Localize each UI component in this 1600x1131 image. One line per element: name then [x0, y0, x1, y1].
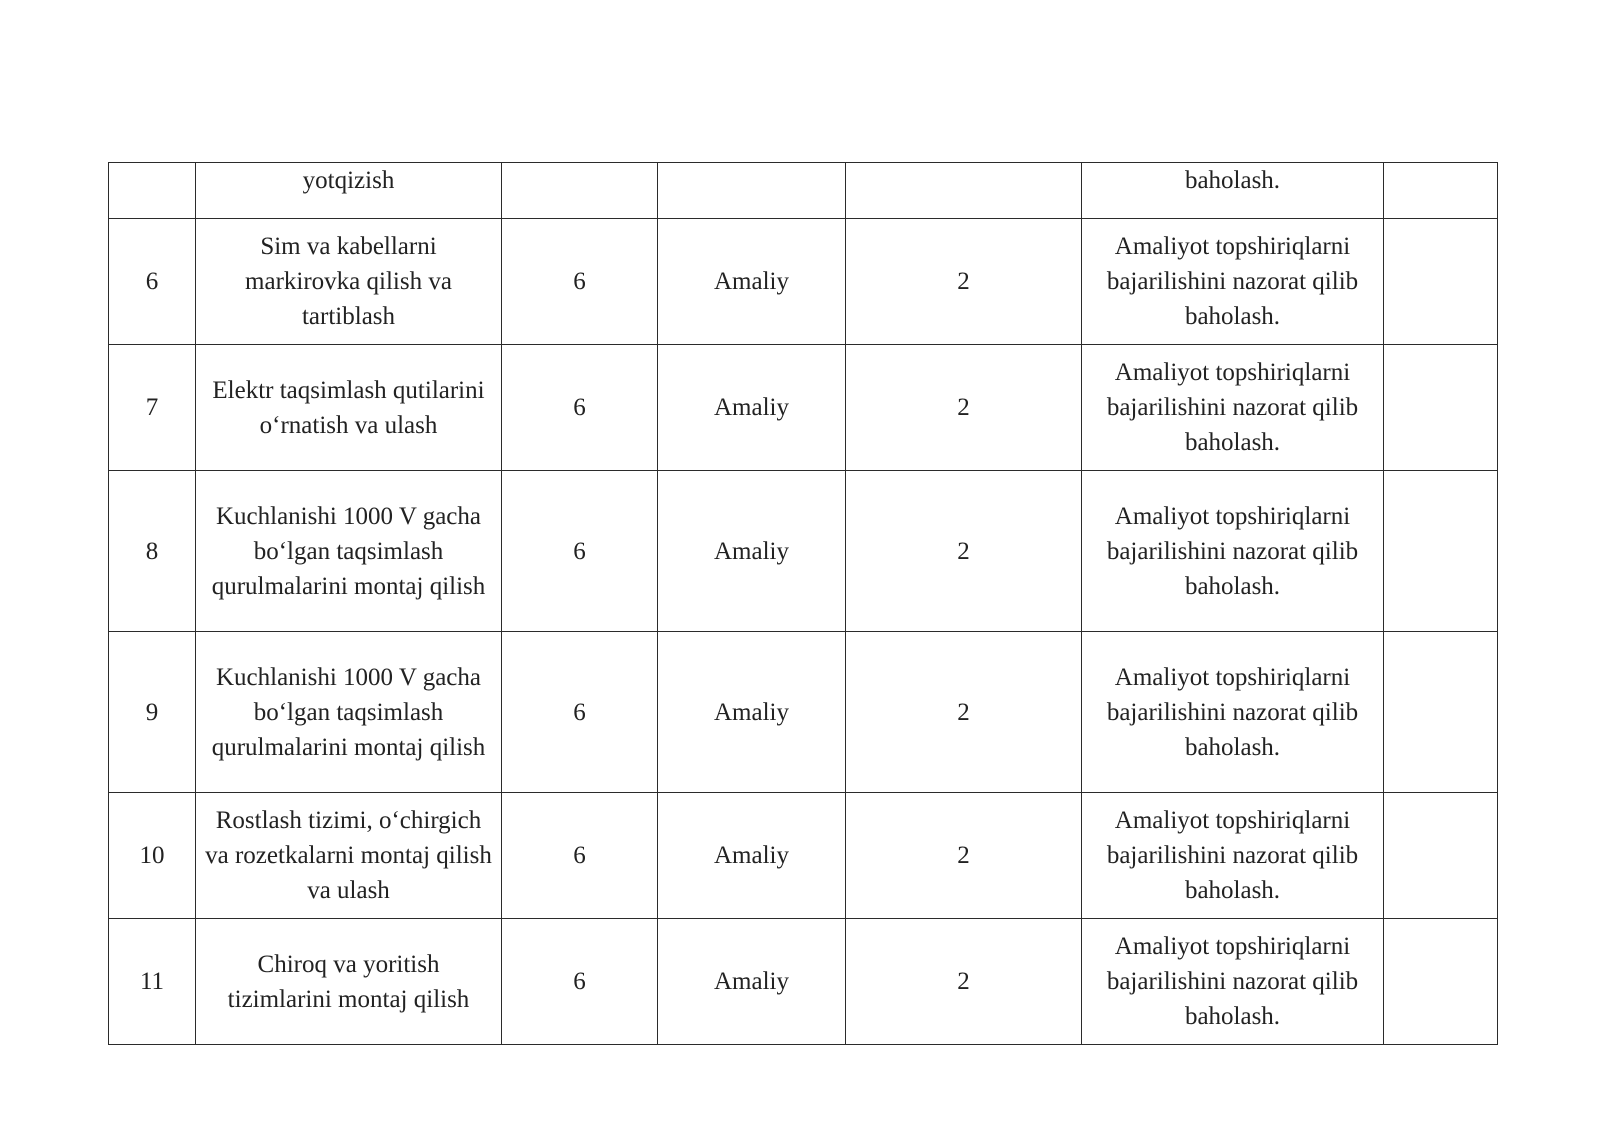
- hours-cell: 6: [502, 919, 658, 1045]
- table-row: [109, 632, 1498, 793]
- extra-cell: [1384, 219, 1498, 345]
- row-number-cell: 9: [109, 632, 196, 793]
- table-row: [109, 345, 1498, 471]
- hours-cell: 6: [502, 793, 658, 919]
- topic-cell: Chiroq va yoritish tizimlarini montaj qilish: [196, 919, 502, 1045]
- row-number-cell: 6: [109, 219, 196, 345]
- table-row: [109, 919, 1498, 1045]
- credits-cell: 2: [846, 471, 1082, 632]
- lesson-plan-table: [108, 162, 1498, 1045]
- lesson-type-cell: Amaliy: [658, 471, 846, 632]
- assessment-cell: Amaliyot topshiriqlarni bajarilishini nazorat qilib baholash.: [1082, 793, 1384, 919]
- assessment-cell: Amaliyot topshiriqlarni bajarilishini nazorat qilib baholash.: [1082, 219, 1384, 345]
- topic-cell: Rostlash tizimi, o‘chirgich va rozetkalarni montaj qilish va ulash: [196, 793, 502, 919]
- credits-cell: 2: [846, 345, 1082, 471]
- lesson-type-cell: [658, 163, 846, 219]
- table-row: [109, 793, 1498, 919]
- assessment-cell: Amaliyot topshiriqlarni bajarilishini nazorat qilib baholash.: [1082, 345, 1384, 471]
- row-number-cell: 7: [109, 345, 196, 471]
- table-row: [109, 163, 1498, 219]
- extra-cell: [1384, 471, 1498, 632]
- lesson-type-cell: Amaliy: [658, 793, 846, 919]
- topic-cell: Sim va kabellarni markirovka qilish va tartiblash: [196, 219, 502, 345]
- lesson-type-cell: Amaliy: [658, 919, 846, 1045]
- topic-cell: Elektr taqsimlash qutilarini o‘rnatish va ulash: [196, 345, 502, 471]
- topic-cell: Kuchlanishi 1000 V gacha bo‘lgan taqsimlash qurulmalarini montaj qilish: [196, 471, 502, 632]
- lesson-type-cell: Amaliy: [658, 632, 846, 793]
- table-row: [109, 471, 1498, 632]
- extra-cell: [1384, 632, 1498, 793]
- extra-cell: [1384, 345, 1498, 471]
- row-number-cell: 8: [109, 471, 196, 632]
- topic-cell: yotqizish: [196, 163, 502, 219]
- assessment-cell: Amaliyot topshiriqlarni bajarilishini nazorat qilib baholash.: [1082, 471, 1384, 632]
- assessment-cell: Amaliyot topshiriqlarni bajarilishini nazorat qilib baholash.: [1082, 632, 1384, 793]
- assessment-cell: baholash.: [1082, 163, 1384, 219]
- credits-cell: 2: [846, 219, 1082, 345]
- extra-cell: [1384, 793, 1498, 919]
- extra-cell: [1384, 919, 1498, 1045]
- hours-cell: 6: [502, 219, 658, 345]
- lesson-type-cell: Amaliy: [658, 219, 846, 345]
- hours-cell: 6: [502, 345, 658, 471]
- row-number-cell: [109, 163, 196, 219]
- lesson-type-cell: Amaliy: [658, 345, 846, 471]
- hours-cell: 6: [502, 471, 658, 632]
- credits-cell: 2: [846, 793, 1082, 919]
- row-number-cell: 10: [109, 793, 196, 919]
- topic-cell: Kuchlanishi 1000 V gacha bo‘lgan taqsimlash qurulmalarini montaj qilish: [196, 632, 502, 793]
- credits-cell: 2: [846, 632, 1082, 793]
- hours-cell: 6: [502, 632, 658, 793]
- row-number-cell: 11: [109, 919, 196, 1045]
- assessment-cell: Amaliyot topshiriqlarni bajarilishini nazorat qilib baholash.: [1082, 919, 1384, 1045]
- extra-cell: [1384, 163, 1498, 219]
- table-row: [109, 219, 1498, 345]
- hours-cell: [502, 163, 658, 219]
- credits-cell: 2: [846, 919, 1082, 1045]
- credits-cell: [846, 163, 1082, 219]
